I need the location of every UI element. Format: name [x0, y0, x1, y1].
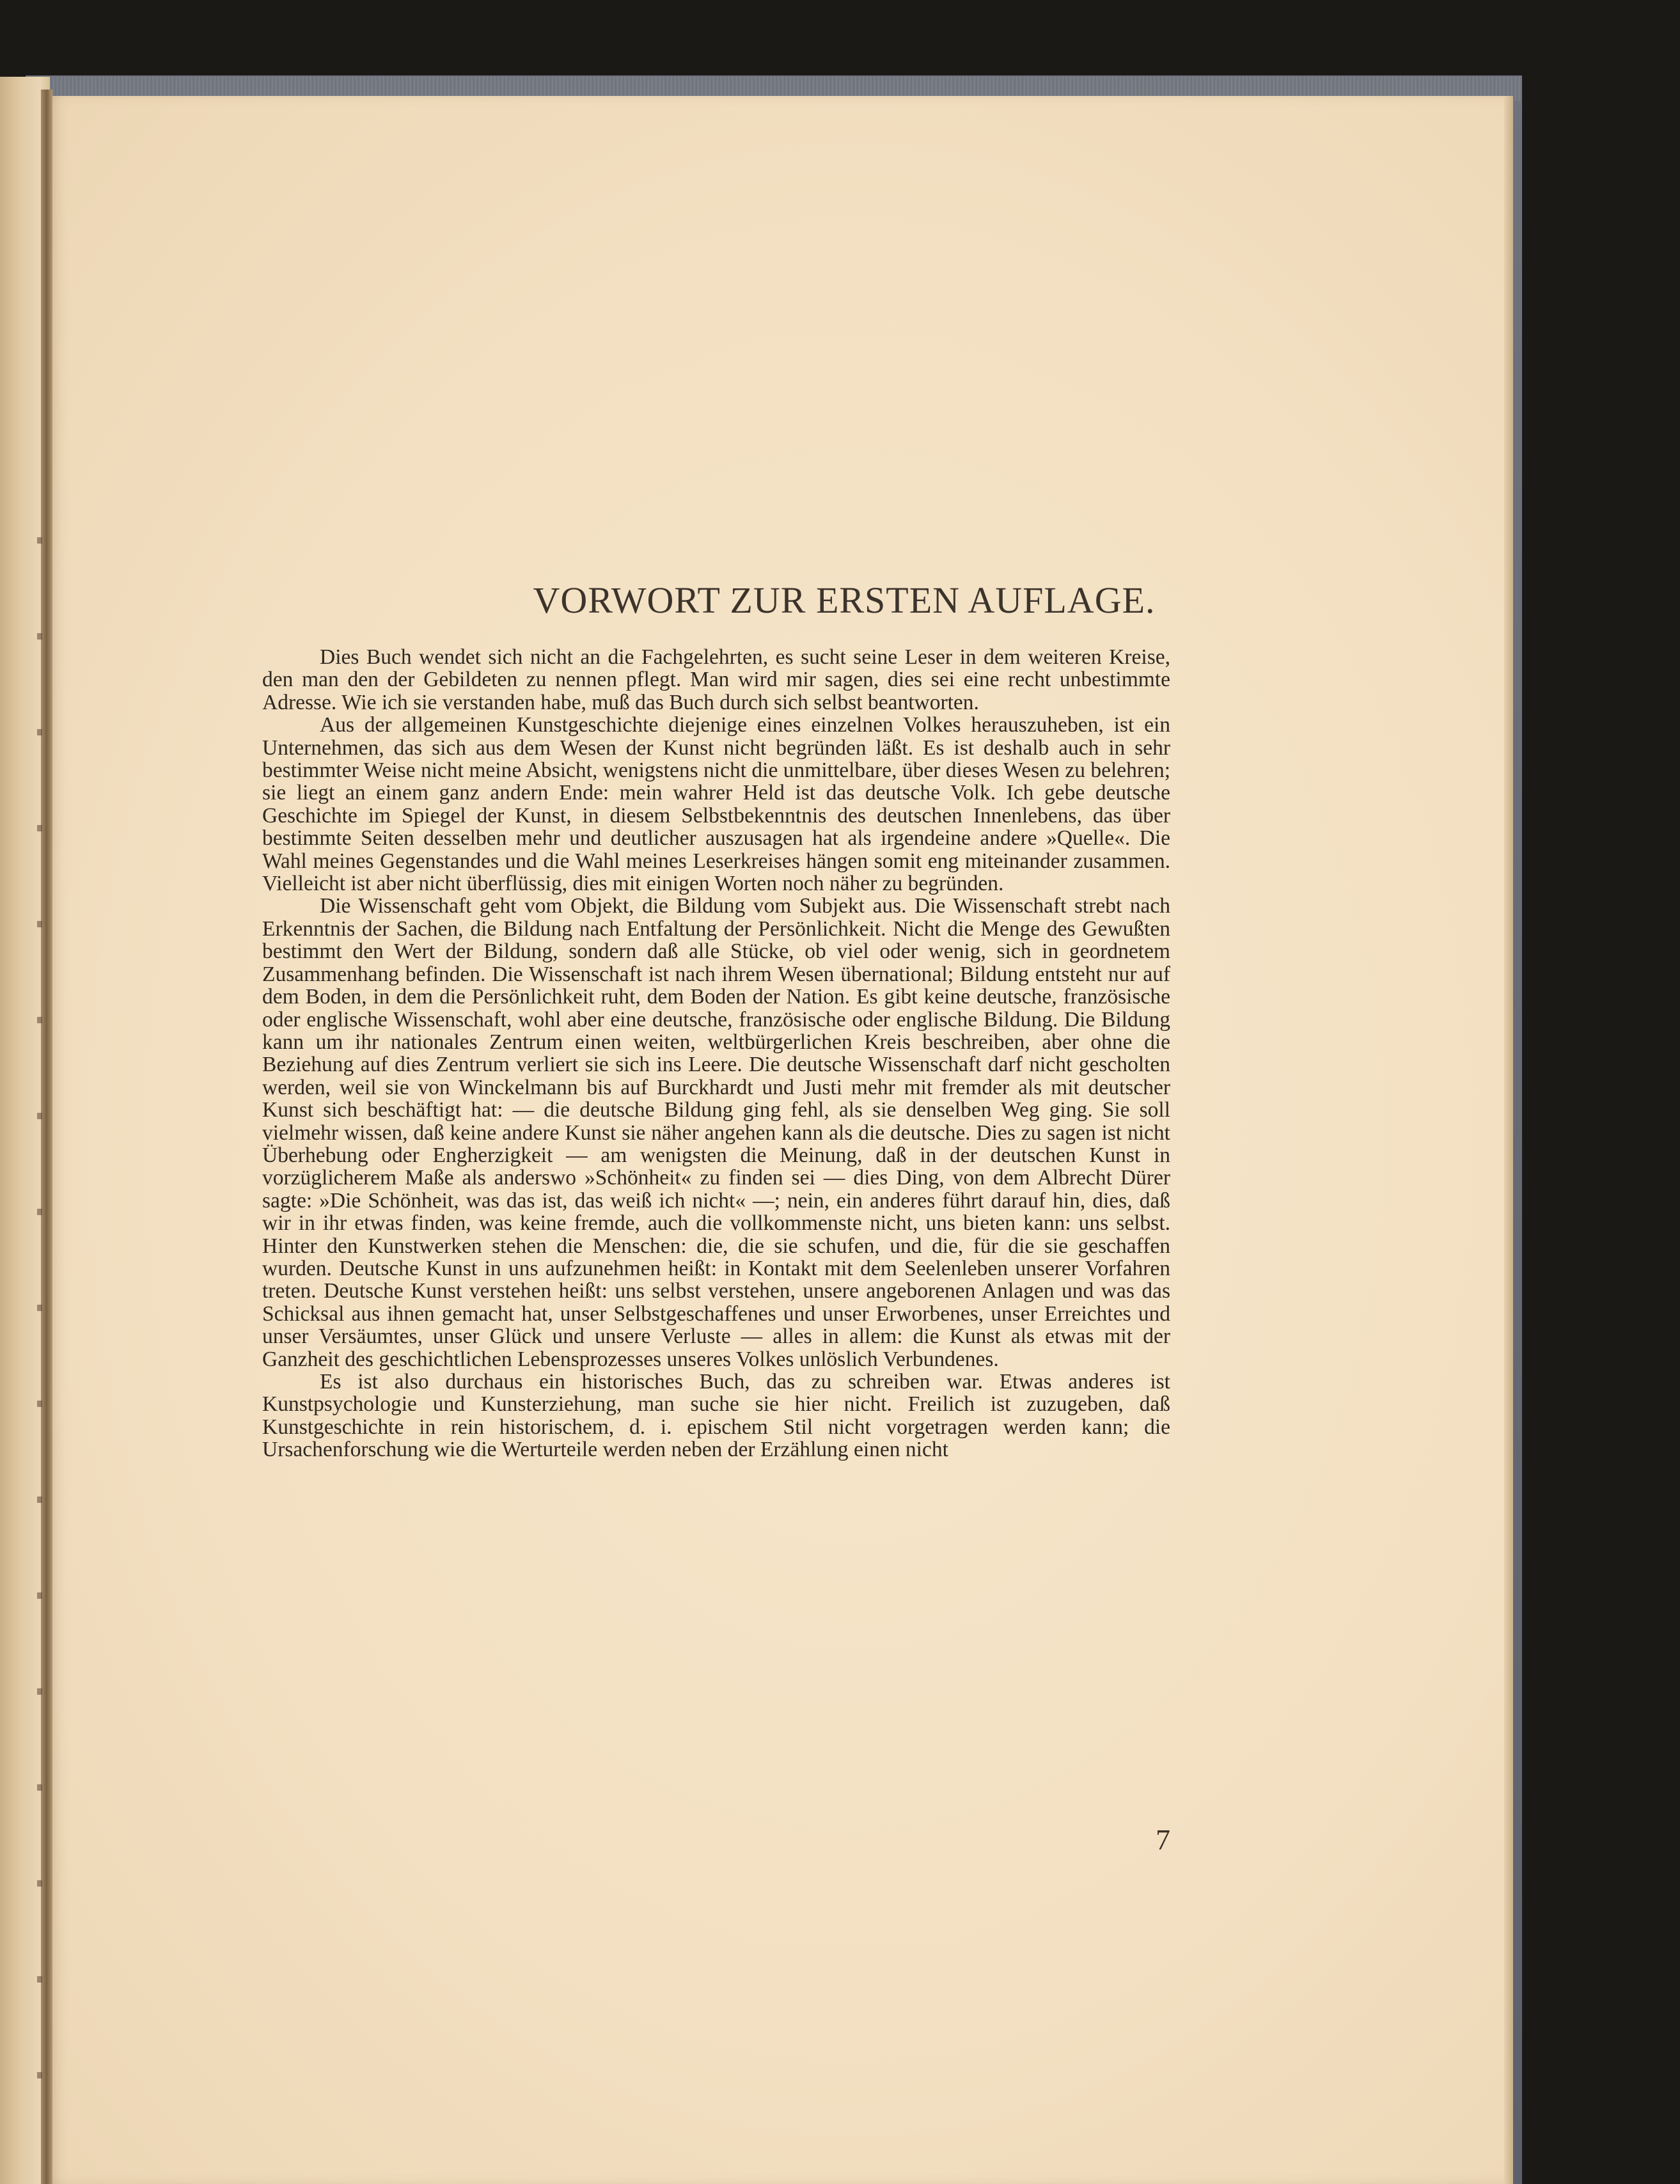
book-gutter — [41, 90, 52, 2184]
page-fore-edge — [1504, 96, 1513, 2184]
paragraph: Aus der allgemeinen Kunstgeschichte diejenige eines einzelnen Volkes herauszuheben, ist ein Unternehmen, das sich aus dem Wesen der Kunst nicht begründen läßt. Es ist deshalb auch in sehr bestimmter Weise nicht meine Absicht, wenigstens nicht die unmittelbare, über dieses Wesen zu belehren; sie liegt an einem ganz andern Ende: mein wahrer Held ist das deutsche Volk. Ich gebe deutsche Geschichte im Spiegel der Kunst, in diesem Selbstbekenntnis des deutschen Innenlebens, das über bestimmte Seiten desselben mehr und deutlicher auszusagen hat als irgendeine andere »Quelle«. Die Wahl meines Gegenstandes und die Wahl meines Leserkreises hängen somit eng miteinander zusammen. Vielleicht ist aber nicht überflüssig, dies mit einigen Worten noch näher zu begründen. — [262, 713, 1170, 896]
binding-stitch-marks — [37, 448, 42, 2110]
paragraph: Dies Buch wendet sich nicht an die Fachgelehrten, es sucht seine Leser in dem weiteren Kreise, den man den der Gebildeten zu nennen pflegt. Man wird mir sagen, dies sei eine recht unbestimmte Adresse. Wie ich sie verstanden habe, muß das Buch durch sich selbst beantworten. — [262, 645, 1170, 714]
page-number: 7 — [1156, 1823, 1170, 1856]
page-title: VORWORT ZUR ERSTEN AUFLAGE. — [533, 579, 1156, 621]
paragraph: Die Wissenschaft geht vom Objekt, die Bildung vom Subjekt aus. Die Wissenschaft strebt nach Erkenntnis der Sachen, die Bildung nach Entfaltung der Persönlichkeit. Nicht die Menge des Gewußten bestimmt den Wert der Bildung, sondern daß alle Stücke, ob viel oder wenig, sich in geordnetem Zusammenhang befinden. Die Wissenschaft ist nach ihrem Wesen übernational; Bildung entsteht nur auf dem Boden, in dem die Persönlichkeit ruht, dem Boden der Nation. Es gibt keine deutsche, französische oder englische Wissenschaft, wohl aber eine deutsche, französische oder englische Bildung. Die Bildung kann um ihr nationales Zentrum einen weiten, weltbürgerlichen Kreis beschreiben, aber ohne die Beziehung auf dies Zentrum verliert sie sich ins Leere. Die deutsche Wissenschaft darf nicht gescholten werden, weil sie von Winckelmann bis auf Burckhardt und Justi mehr mit fremder als mit deutscher Kunst sich beschäftigt hat: — die deutsche Bildung ging fehl, als sie denselben Weg ging. Sie soll vielmehr wissen, daß keine andere Kunst sie näher angehen kann als die deutsche. Dies zu sagen ist nicht Überhebung oder Engherzigkeit — am wenigsten die Meinung, daß in der deutschen Kunst in vorzüglicherem Maße als anderswo »Schönheit« zu finden sei — dies Ding, von dem Albrecht Dürer sagte: »Die Schönheit, was das ist, das weiß ich nicht« —; nein, ein anderes führt darauf hin, dies, daß wir in ihr etwas finden, was keine fremde, auch die vollkommenste nicht, uns bieten kann: uns selbst. Hinter den Kunstwerken stehen die Menschen: die, die sie schufen, und die, für die sie geschaffen wurden. Deutsche Kunst in uns aufzunehmen heißt: in Kontakt mit dem Seelenleben unserer Vorfahren treten. Deutsche Kunst verstehen heißt: uns selbst verstehen, unsere angeborenen Anlagen und was das Schicksal aus ihnen gemacht hat, unser Selbstgeschaffenes und unser Erworbenes, unser Erreichtes und unser Versäumtes, unser Glück und unsere Verluste — alles in allem: die Kunst als etwas mit der Ganzheit des geschichtlichen Lebensprozesses unseres Volkes unlöslich Verbundenes. — [262, 894, 1170, 1371]
paragraph: Es ist also durchaus ein historisches Buch, das zu schreiben war. Etwas anderes ist Kunstpsychologie und Kunsterziehung, man suche sie hier nicht. Freilich ist zuzugeben, daß Kunstgeschichte in rein historischem, d. i. epischem Stil nicht vorgetragen werden kann; die Ursachenforschung wie die Werturteile werden neben der Erzählung einen nicht — [262, 1370, 1170, 1462]
body-text — [262, 646, 1170, 1461]
